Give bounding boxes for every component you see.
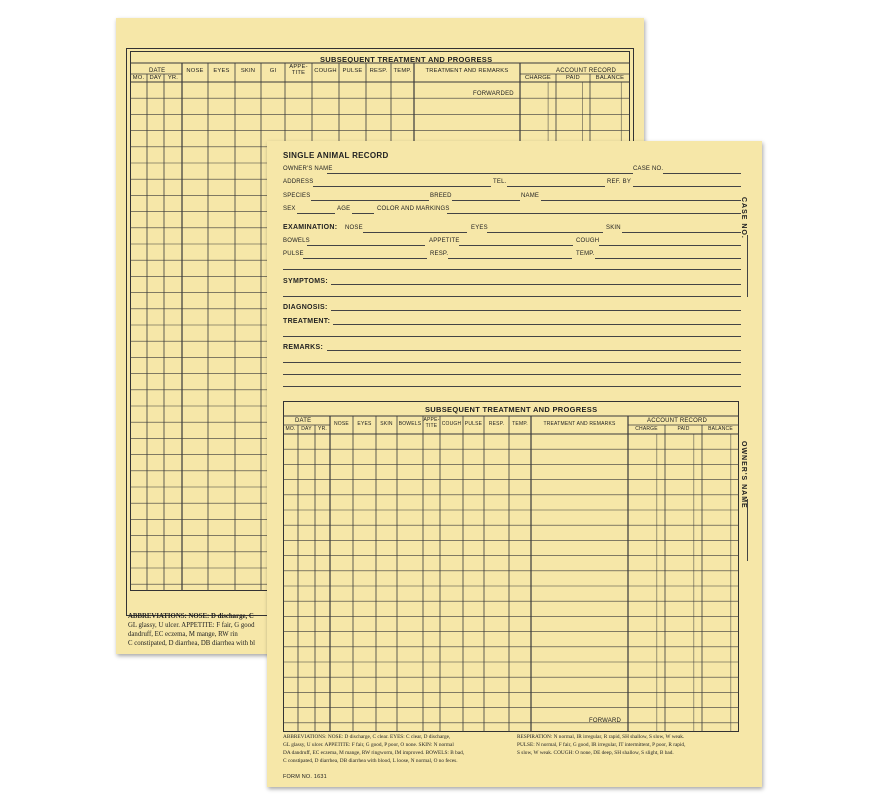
column-header: NOSE <box>334 421 349 427</box>
symptoms-label: SYMPTOMS: <box>283 278 328 285</box>
abbreviation-line: S slow, W weak. COUGH: O none, DE deep, SH shallow, S slight, B bad. <box>517 750 674 756</box>
back-abbreviation-line: GL glassy, U ulcer. APPETITE: F fair, G good <box>128 622 255 629</box>
back-abbreviation-line: dandruff, EC eczema, M mange, RW rin <box>128 631 238 638</box>
column-header: PAID <box>566 75 580 81</box>
column-header: TREATMENT AND REMARKS <box>425 68 509 74</box>
name-label: NAME <box>521 193 540 199</box>
column-header: CHARGE <box>635 426 658 432</box>
column-header: MO. <box>132 75 145 81</box>
case-no-side-label: CASE NO. <box>740 197 747 239</box>
abbreviation-line: GL glassy, U ulcer. APPETITE: F fair, G good, P poor, O none. SKIN: N normal <box>283 742 454 748</box>
ref-by-label: REF. BY <box>607 179 632 185</box>
column-header: EYES <box>213 68 230 74</box>
column-header: PAID <box>677 426 690 432</box>
front-table-grid <box>267 141 762 787</box>
column-header: COUGH <box>314 68 337 74</box>
column-header: BOWELS <box>398 421 422 427</box>
temp-label: TEMP. <box>576 251 595 257</box>
front-table-title: SUBSEQUENT TREATMENT AND PROGRESS <box>425 405 598 414</box>
appetite-label: APPETITE <box>429 238 460 244</box>
remarks-label: REMARKS: <box>283 344 324 351</box>
treatment-label: TREATMENT: <box>283 318 331 325</box>
eyes-label: EYES <box>471 225 488 231</box>
abbreviation-line: C constipated, D diarrhea, DB diarrhea with blood, L loose, N normal, O no feces. <box>283 758 458 764</box>
column-header: GI <box>269 68 277 74</box>
tel-label: TEL. <box>493 179 507 185</box>
cough-label: COUGH <box>576 238 600 244</box>
sex-label: SEX <box>283 206 296 212</box>
column-header: COUGH <box>441 421 462 427</box>
column-header: PULSE <box>464 421 483 427</box>
column-header: DAY <box>301 426 312 432</box>
column-header: YR. <box>167 75 179 81</box>
column-header: BALANCE <box>595 75 625 81</box>
front-account-group: ACCOUNT RECORD <box>647 418 708 424</box>
front-record-card <box>267 141 762 787</box>
age-label: AGE <box>337 206 351 212</box>
column-header: EYES <box>357 421 372 427</box>
diagnosis-label: DIAGNOSIS: <box>283 304 328 311</box>
skin-label: SKIN <box>606 225 621 231</box>
single-animal-record-title: SINGLE ANIMAL RECORD <box>283 151 389 160</box>
back-forwarded-label: FORWARDED <box>473 91 514 97</box>
column-header: TREATMENT AND REMARKS <box>543 421 616 427</box>
column-header: PULSE <box>342 68 363 74</box>
form-number: FORM NO. 1631 <box>283 774 327 780</box>
column-header: APPE- TITE <box>289 64 308 76</box>
nose-label: NOSE <box>345 225 363 231</box>
back-date-group: DATE <box>149 68 166 74</box>
back-abbreviation-line: ABBREVIATIONS: NOSE: D discharge, C <box>128 613 254 620</box>
pulse-label: PULSE <box>283 251 304 257</box>
abbreviation-line: DA dandruff, EC eczema, M mange, RW ringworm, IM improved. BOWELS: B bad, <box>283 750 465 756</box>
column-header: SKIN <box>380 421 393 427</box>
color-markings-label: COLOR AND MARKINGS <box>377 206 450 212</box>
examination-label: EXAMINATION: <box>283 224 338 231</box>
column-header: RESP. <box>488 421 505 427</box>
abbreviation-line: PULSE: N normal, F fair, G good, IR irregular, IT intermittent, P poor, R rapid, <box>517 742 686 748</box>
column-header: APPE- TITE <box>423 417 440 429</box>
column-header: TEMP. <box>512 421 528 427</box>
back-abbreviation-line: C constipated, D diarrhea, DB diarrhea with bl <box>128 640 256 647</box>
species-label: SPECIES <box>283 193 311 199</box>
column-header: CHARGE <box>524 75 551 81</box>
column-header: SKIN <box>240 68 256 74</box>
column-header: MO. <box>285 426 296 432</box>
column-header: BALANCE <box>708 426 733 432</box>
resp-label: RESP. <box>430 251 449 257</box>
abbreviation-line: RESPIRATION: N normal, IR irregular, R rapid, SH shallow, S slow, W weak. <box>517 734 685 740</box>
bowels-label: BOWELS <box>283 238 310 244</box>
address-label: ADDRESS <box>283 179 314 185</box>
owners-name-side-label: OWNER'S NAME <box>740 441 747 509</box>
column-header: YR. <box>318 426 327 432</box>
owners-name-label: OWNER'S NAME <box>283 166 333 172</box>
back-table-title: SUBSEQUENT TREATMENT AND PROGRESS <box>320 55 493 64</box>
breed-label: BREED <box>430 193 452 199</box>
front-date-group: DATE <box>295 418 312 424</box>
forward-label: FORWARD <box>589 718 622 724</box>
column-header: DAY <box>149 75 162 81</box>
column-header: NOSE <box>186 68 204 74</box>
column-header: TEMP. <box>393 68 412 74</box>
case-no-label: CASE NO. <box>633 166 664 172</box>
column-header: RESP. <box>369 68 388 74</box>
abbreviation-line: ABBREVIATIONS: NOSE: D discharge, C clear. EYES: C clear, D discharge, <box>283 734 451 740</box>
back-account-group: ACCOUNT RECORD <box>556 68 617 74</box>
